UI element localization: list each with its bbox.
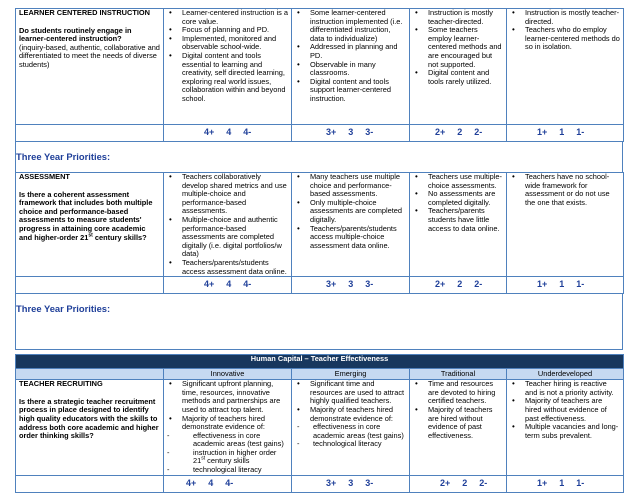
score-value: 4+ bbox=[186, 477, 197, 488]
score-value: 1 bbox=[559, 477, 565, 488]
sub-list-item: - technological literacy bbox=[167, 466, 288, 475]
list-item: • No assessments are completed digitally. bbox=[413, 190, 503, 207]
list-item: • Some learner-centered instruction implemented (i.e. differentiated instruction, data to individualize) bbox=[295, 9, 406, 43]
list-item: • Majority of teachers are hired without evidence of past effectiveness. bbox=[510, 397, 620, 423]
score-value: 3 bbox=[348, 127, 354, 137]
learner-centered-question: Do students routinely engage in learner-centered instruction? bbox=[19, 25, 132, 44]
list-item: • Learner-centered instruction is a core value. bbox=[167, 9, 288, 26]
score-value: 1+ bbox=[537, 279, 548, 290]
learner-centered-label-cell bbox=[16, 9, 164, 125]
score-value: 4- bbox=[243, 279, 252, 290]
score-value: 4+ bbox=[204, 127, 215, 137]
score-value: 1 bbox=[559, 127, 565, 137]
score-innovative bbox=[164, 475, 292, 492]
score-value: 1- bbox=[576, 477, 585, 488]
learner-centered-table bbox=[15, 8, 624, 142]
recruiting-title: TEACHER RECRUITING bbox=[19, 379, 103, 389]
sub-list-item: - technological literacy bbox=[295, 440, 406, 449]
score-value: 1- bbox=[576, 127, 585, 137]
score-value: 1+ bbox=[537, 127, 548, 137]
score-value: 4+ bbox=[204, 279, 215, 290]
assessment-row bbox=[16, 173, 624, 277]
score-value: 2+ bbox=[440, 477, 451, 488]
score-value: 2 bbox=[457, 127, 463, 137]
assessment-innovative-cell bbox=[164, 173, 292, 277]
score-label-cell bbox=[16, 125, 164, 142]
score-value: 2- bbox=[474, 127, 483, 137]
sub-text-b: century skills bbox=[205, 456, 250, 466]
score-value: 4 bbox=[208, 477, 214, 488]
recruiting-question: Is there a strategic teacher recruitment process in place designed to identify high quality educators with the skills to address both core academic and higher order thinking skills? bbox=[19, 396, 159, 441]
section-spacer bbox=[15, 324, 623, 350]
score-innovative bbox=[164, 277, 292, 294]
score-value: 2+ bbox=[435, 127, 446, 137]
list-item: • Teachers/parents students have little access to data online. bbox=[413, 207, 503, 233]
list-item bbox=[167, 415, 288, 432]
sub-list-item: - effectiveness in core academic areas (test gains) bbox=[295, 423, 406, 440]
learner-centered-note: (inquiry-based, authentic, collaborative and differentiated to meet the needs of diverse students) bbox=[19, 42, 160, 69]
score-label-cell bbox=[16, 277, 164, 294]
list-item: • Only multiple-choice assessments are completed digitally. bbox=[295, 199, 406, 225]
score-value: 1- bbox=[576, 279, 585, 290]
list-item: • Many teachers use multiple choice and performance-based assessments. bbox=[295, 173, 406, 199]
list-item: • Teachers/parents/students access assessment data online. bbox=[167, 259, 288, 276]
score-value: 1 bbox=[559, 279, 565, 290]
score-value: 3 bbox=[348, 279, 354, 290]
list-item: • Multiple vacancies and long-term subs prevalent. bbox=[510, 423, 620, 440]
list-item: • Addressed in planning and PD. bbox=[295, 43, 406, 60]
learner-score-row bbox=[16, 125, 624, 142]
score-value: 3 bbox=[348, 477, 354, 488]
human-capital-table bbox=[15, 354, 624, 493]
score-value: 2 bbox=[462, 477, 468, 488]
list-item: • Focus of planning and PD. bbox=[167, 26, 288, 35]
assessment-question-sup: st bbox=[88, 232, 93, 239]
recruiting-innovative-cell bbox=[164, 380, 292, 476]
recruiting-row bbox=[16, 380, 624, 476]
assessment-emerging-cell bbox=[292, 173, 410, 277]
list-item: • Digital content and tools essential to learning and creativity, self directed learning, exploring real world issues, collaboration within and beyond school. bbox=[167, 52, 288, 104]
score-innovative bbox=[164, 125, 292, 142]
sub-list-item bbox=[167, 449, 288, 466]
score-value: 4 bbox=[226, 279, 232, 290]
assessment-underdeveloped-cell bbox=[507, 173, 624, 277]
list-item: • Significant time and resources are used to attract highly qualified teachers. bbox=[295, 380, 406, 406]
score-value: 4 bbox=[226, 127, 232, 137]
list-item: • Teacher hiring is reactive and is not a priority activity. bbox=[510, 380, 620, 397]
list-item: • Digital content and tools rarely utilized. bbox=[413, 69, 503, 86]
three-year-priorities-1[interactable]: Three Year Priorities: bbox=[15, 142, 623, 172]
score-value: 3- bbox=[365, 279, 374, 290]
assessment-table bbox=[15, 172, 624, 294]
score-value: 3- bbox=[365, 477, 374, 488]
list-item: • Multiple-choice and authentic performance-based assessments are completed digitally (i.e. digital portfolios/w data) bbox=[167, 216, 288, 259]
score-emerging bbox=[292, 277, 410, 294]
score-label-cell bbox=[16, 475, 164, 492]
score-traditional bbox=[410, 475, 507, 492]
score-traditional bbox=[410, 125, 507, 142]
list-item: • Teachers use multiple-choice assessments. bbox=[413, 173, 503, 190]
score-underdeveloped bbox=[507, 277, 624, 294]
assessment-question-a: Is there a coherent assessment framework that includes both multiple choice and performance-based assessments to measure students' progress in attaining core academic and higher-order 21 bbox=[19, 189, 153, 242]
sub-list-item: - effectiveness in core academic areas (test gains) bbox=[167, 432, 288, 449]
score-value: 2- bbox=[479, 477, 488, 488]
list-item: • Teachers have no school-wide framework for assessment or do not use the one that exists. bbox=[510, 173, 620, 207]
recruiting-traditional-cell bbox=[410, 380, 507, 476]
learner-underdeveloped-cell bbox=[507, 9, 624, 125]
recruiting-score-row bbox=[16, 475, 624, 492]
score-emerging bbox=[292, 475, 410, 492]
assessment-title: ASSESSMENT bbox=[19, 172, 70, 181]
human-capital-header-row bbox=[16, 355, 624, 369]
learner-centered-title: LEARNER CENTERED INSTRUCTION bbox=[19, 8, 150, 17]
score-value: 3+ bbox=[326, 127, 337, 137]
learner-innovative-cell bbox=[164, 9, 292, 125]
three-year-priorities-2[interactable]: Three Year Priorities: bbox=[15, 294, 623, 324]
level-emerging: Emerging bbox=[292, 369, 410, 380]
list-item: • Teachers who do employ learner-centered methods do so in isolation. bbox=[510, 26, 620, 52]
list-item: • Some teachers employ learner-centered methods and are encouraged but not supported. bbox=[413, 26, 503, 69]
learner-centered-row bbox=[16, 9, 624, 125]
level-traditional: Traditional bbox=[410, 369, 507, 380]
score-underdeveloped bbox=[507, 475, 624, 492]
list-item: • Implemented, monitored and observable school-wide. bbox=[167, 35, 288, 52]
score-value: 2+ bbox=[435, 279, 446, 290]
score-value: 1+ bbox=[537, 477, 548, 488]
score-value: 4- bbox=[225, 477, 234, 488]
rubric-page bbox=[15, 8, 623, 493]
assessment-question bbox=[19, 191, 160, 243]
list-item: • Instruction is mostly teacher-directed. bbox=[413, 9, 503, 26]
level-innovative: Innovative bbox=[164, 369, 292, 380]
score-value: 4- bbox=[243, 127, 252, 137]
score-emerging bbox=[292, 125, 410, 142]
sub-text-sup: st bbox=[201, 456, 206, 462]
level-underdeveloped: Underdeveloped bbox=[507, 369, 624, 380]
recruiting-label-cell bbox=[16, 380, 164, 476]
list-item: • Observable in many classrooms. bbox=[295, 61, 406, 78]
list-item: • Instruction is mostly teacher-directed. bbox=[510, 9, 620, 26]
score-value: 2- bbox=[474, 279, 483, 290]
score-value: 3- bbox=[365, 127, 374, 137]
list-item: • Significant upfront planning, time, resources, innovative methods and partnerships are used to attract top talent. bbox=[167, 380, 288, 414]
list-item: • Teachers collaboratively develop shared metrics and use multiple-choice and performance-based assessments. bbox=[167, 173, 288, 216]
level-header-blank bbox=[16, 369, 164, 380]
human-capital-header: Human Capital – Teacher Effectiveness bbox=[16, 355, 624, 369]
assessment-question-b: century skills? bbox=[92, 232, 147, 242]
recruiting-underdeveloped-cell bbox=[507, 380, 624, 476]
list-item-text: Majority of teachers hired demonstrate evidence of: bbox=[182, 413, 265, 432]
assessment-score-row bbox=[16, 277, 624, 294]
score-value: 3+ bbox=[326, 279, 337, 290]
list-item: • Majority of teachers are hired without evidence of past effectiveness. bbox=[413, 406, 503, 440]
score-underdeveloped bbox=[507, 125, 624, 142]
learner-emerging-cell bbox=[292, 9, 410, 125]
list-item: • Time and resources are devoted to hiring certified teachers. bbox=[413, 380, 503, 406]
recruiting-emerging-cell bbox=[292, 380, 410, 476]
score-value: 2 bbox=[457, 279, 463, 290]
list-item: • Teachers/parents/students access multiple-choice assessment data online. bbox=[295, 225, 406, 251]
list-item: • Digital content and tools support learner-centered instruction. bbox=[295, 78, 406, 104]
assessment-label-cell bbox=[16, 173, 164, 277]
score-value: 3+ bbox=[326, 477, 337, 488]
list-item: • Majority of teachers hired demonstrate evidence of: bbox=[295, 406, 406, 423]
sub-text-a: instruction in higher order 21 bbox=[193, 447, 277, 466]
assessment-traditional-cell bbox=[410, 173, 507, 277]
score-traditional bbox=[410, 277, 507, 294]
learner-traditional-cell bbox=[410, 9, 507, 125]
level-header-row bbox=[16, 369, 624, 380]
